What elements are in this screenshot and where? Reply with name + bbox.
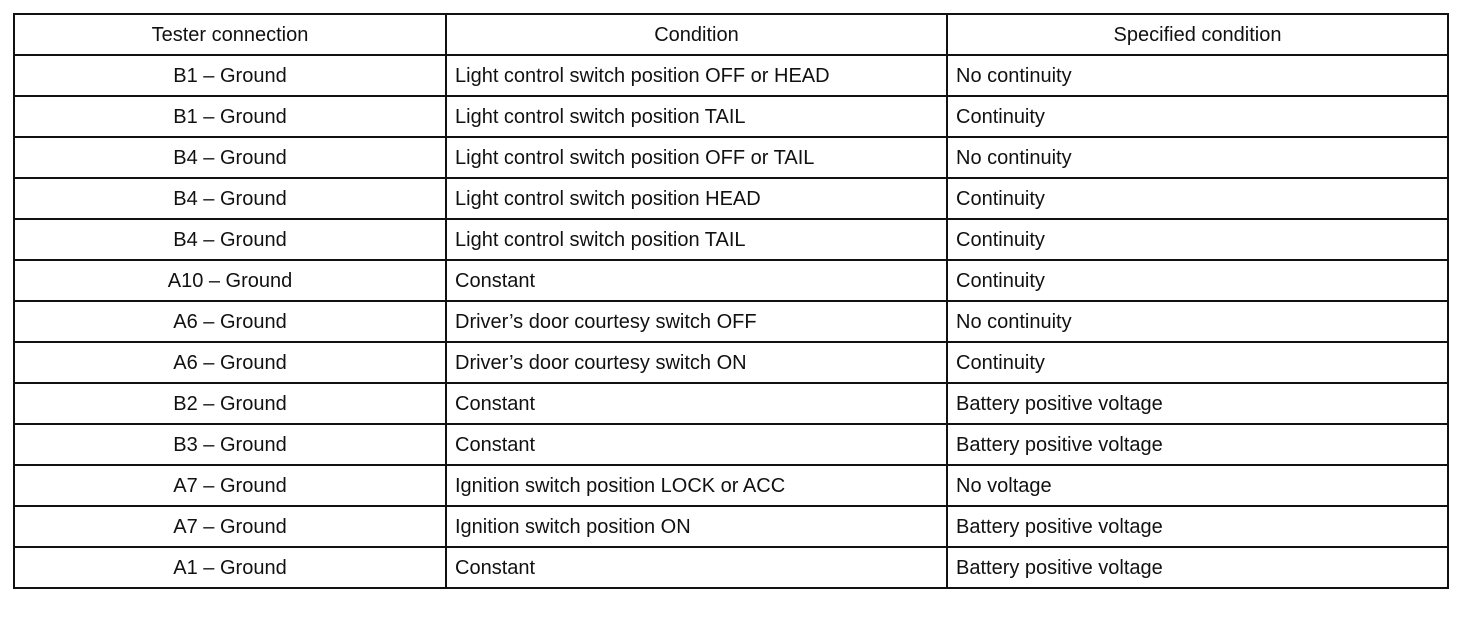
condition-cell: Light control switch position TAIL	[446, 219, 947, 260]
tester-connection-cell: B4 – Ground	[14, 219, 446, 260]
condition-cell: Constant	[446, 547, 947, 588]
tester-connection-cell: B2 – Ground	[14, 383, 446, 424]
tester-connection-cell: A1 – Ground	[14, 547, 446, 588]
tester-connection-cell: B4 – Ground	[14, 137, 446, 178]
specified-condition-cell: Continuity	[947, 96, 1448, 137]
header-condition: Condition	[446, 14, 947, 55]
header-tester-connection: Tester connection	[14, 14, 446, 55]
header-specified-condition: Specified condition	[947, 14, 1448, 55]
tester-connection-cell: A7 – Ground	[14, 506, 446, 547]
table-header-row	[14, 14, 1448, 55]
tester-connection-cell: B1 – Ground	[14, 55, 446, 96]
specified-condition-cell: No voltage	[947, 465, 1448, 506]
condition-cell: Ignition switch position LOCK or ACC	[446, 465, 947, 506]
condition-cell: Driver’s door courtesy switch ON	[446, 342, 947, 383]
condition-cell: Driver’s door courtesy switch OFF	[446, 301, 947, 342]
table-row	[14, 55, 1448, 96]
tester-connection-cell: B3 – Ground	[14, 424, 446, 465]
table-row	[14, 96, 1448, 137]
specified-condition-cell: Battery positive voltage	[947, 424, 1448, 465]
specified-condition-cell: Continuity	[947, 178, 1448, 219]
specified-condition-cell: Continuity	[947, 342, 1448, 383]
specified-condition-cell: No continuity	[947, 301, 1448, 342]
specified-condition-cell: Battery positive voltage	[947, 547, 1448, 588]
tester-connection-cell: A6 – Ground	[14, 301, 446, 342]
table-row	[14, 260, 1448, 301]
table-row	[14, 506, 1448, 547]
condition-cell: Ignition switch position ON	[446, 506, 947, 547]
specified-condition-cell: Battery positive voltage	[947, 506, 1448, 547]
specified-condition-cell: Continuity	[947, 260, 1448, 301]
condition-cell: Constant	[446, 424, 947, 465]
table-row	[14, 547, 1448, 588]
condition-cell: Light control switch position HEAD	[446, 178, 947, 219]
table-row	[14, 219, 1448, 260]
table-row	[14, 383, 1448, 424]
specified-condition-cell: No continuity	[947, 137, 1448, 178]
tester-connection-cell: A7 – Ground	[14, 465, 446, 506]
specified-condition-cell: Battery positive voltage	[947, 383, 1448, 424]
condition-cell: Light control switch position TAIL	[446, 96, 947, 137]
table-row	[14, 342, 1448, 383]
table-row	[14, 465, 1448, 506]
specified-condition-cell: Continuity	[947, 219, 1448, 260]
inspection-table-container	[13, 13, 1449, 589]
specified-condition-cell: No continuity	[947, 55, 1448, 96]
condition-cell: Constant	[446, 260, 947, 301]
table-row	[14, 424, 1448, 465]
condition-cell: Light control switch position OFF or HEAD	[446, 55, 947, 96]
condition-cell: Light control switch position OFF or TAIL	[446, 137, 947, 178]
tester-connection-cell: B1 – Ground	[14, 96, 446, 137]
condition-cell: Constant	[446, 383, 947, 424]
table-row	[14, 137, 1448, 178]
tester-connection-cell: A10 – Ground	[14, 260, 446, 301]
tester-connection-cell: A6 – Ground	[14, 342, 446, 383]
table-row	[14, 301, 1448, 342]
tester-connection-cell: B4 – Ground	[14, 178, 446, 219]
table-row	[14, 178, 1448, 219]
inspection-table	[13, 13, 1449, 589]
